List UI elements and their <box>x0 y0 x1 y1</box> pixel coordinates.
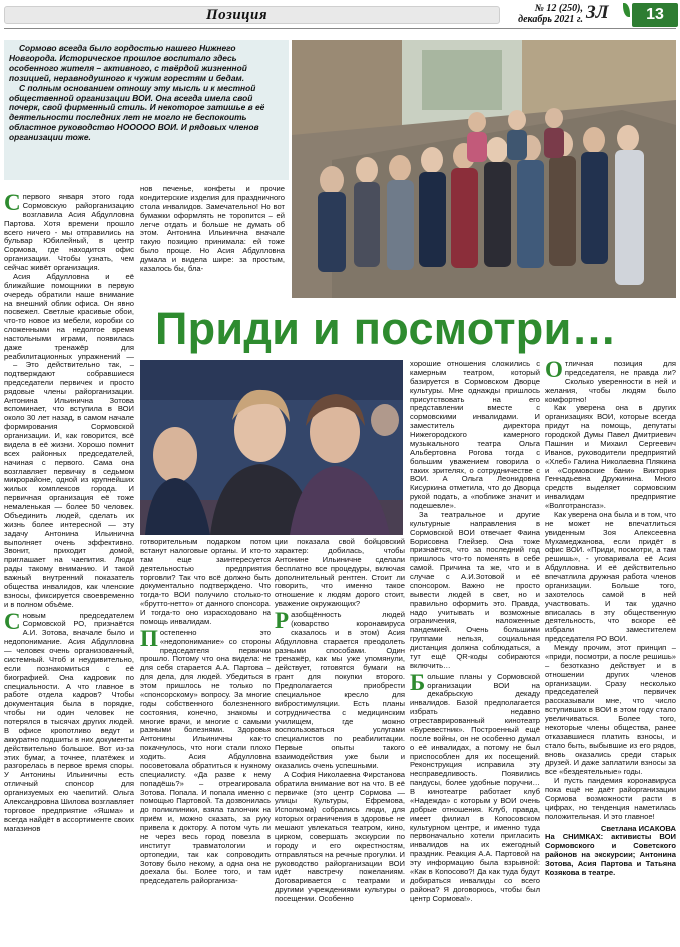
col3-para-3: А София Николаевна Фирстанова обратила внимание вот на что. В её первичке (это центр Сормова — улицы Культуры, Ефремова, Исполкома) собрались люди, для которых ограничения в здоровье не мешают увлекаться театром, кино, цирком, совершать экскурсии по городу и его окрестностям, отправляться на речные прогулки. И руководство райорганизации ВОИ идёт навстречу пожеланиям. Договаривается с театрами и другими учреждениями культуры о посещении. Особенно <box>275 769 405 903</box>
drop-cap: О <box>545 360 563 382</box>
col1-top-para-1 <box>4 193 134 273</box>
col1-top-para-2: Асия Абдулловна и её ближайшие помощники в первую очередь обратили наше внимание на внешний облик офиса. Он явно посвежел. Светлые красивые обои, что-то новое из мебели, коробки со сложенными на недолгое время настольными играми, появилась даже тренажёр для реабилитационных упражнений — <box>4 271 134 361</box>
photo-caption: На СНИМКАХ: активисты ВОИ Сормовского и Советского районов на экскурсии; Антонина Зотова, Асия Партова и Татьяна Козякова в театре. <box>545 832 676 877</box>
issue-date: декабрь 2021 г. <box>518 13 583 25</box>
col5-para-4: Между прочим, этот принцип – «приди, посмотри, а после решишь» – безотказно действует и в отношении других членов организации. Сразу несколько председателей первичек рассказывали мне, что число вступивших в ВОИ в этом году стало увеличиваться. Более того, некоторые члены общества, ранее отказавшиеся платить взносы, и стало быть, выбывшие из его рядов, вновь оказались среди старых друзей. И даже заплатили взносы за все «бездеятельные» годы. <box>545 643 676 777</box>
lead-text-2: С полным основанием отношу эту мысль и к местной общественной организации ВОИ. Она всегда имела свой почерк, свой фирменный стиль. И некоторое затишье в её деятельности последних лет не могло не беспокоить областное руководство НООООО ВОИ. И рядовых членов организации тоже. <box>9 82 265 143</box>
col3-text-2: азобщённость людей (коварство коронавируса сказалось и в этом) Асия Абдулловна старается преодолеть разными способами. Один тренажёр, как мы уже упомянули, действует, готовятся бумаги на грант для покупки второго. Предполагается приобрести специальное кресло для вибростимуляции. Есть планы сотрудничества с медицинским училищем, где можно воспользоваться услугами специалистов по реабилитации. Первые опыты такого взаимодействия уже были и оказались очень успешными. <box>275 610 405 770</box>
portrait-photo <box>140 360 403 535</box>
col4-para-1: хорошие отношения сложились с камерным театром, который базируется в Сормовском Дворце культуры. Мне однажды пришлось присутствовать на его представлении вместе с сормовскими инвалидами. И заместитель директора Нижегородского камерного музыкального театра Ольга Альбертовна Рогова тогда с большим уважением говорила о таких зрителях, о сотрудничестве с ВОИ. А Ольга Леонидовна Кисуркина отметила, что до Дворца рукой подать, а «поближе значит и подешевле». <box>410 360 540 510</box>
lead-text-1: Сормово всегда было гордостью нашего Нижнего Новгорода. Историческое прошлое воспитало здесь особенного жителя – активного, с твёрдой жизненной позицией, неравнодушного к чужим горестям и бедам. <box>9 43 247 83</box>
col2-top-text: нов печенье, конфеты и прочие кондитерские изделия для праздничного стола инвалидов. Замечательно! Но вот бумажки оформлять не торопится – ей легче отдать и больше не думать об этом. Антонина Ильинична вначале такую позицию принимала: ей тоже было проще. Но Асия Абдулловна думала и видела шире: за простым, казалось бы, бла- <box>140 185 285 273</box>
column-3 <box>275 538 405 943</box>
leaf-icon <box>623 3 630 17</box>
col1-top-text-1: первого января этого года Сормовскую райорганизацию возглавила Асия Абдулловна Партова. Хотя времени прошло всего ничего - мы отправились на бульвар Юбилейный, в центр Сормова, где находится офис организации. Чтобы узнать, чем сейчас живёт организация. <box>4 193 134 272</box>
col5-para-5: И пусть пандемия коронавируса пока ещё не даёт райорганизации Сормова возможности расти в цифрах, но тенденция наметилась положительная. И это главное! <box>545 776 676 821</box>
col4-para-2: За театральное и другие культурные направления в Сормовской ВОИ отвечает Фаина Борисовна Глейзер. Она тоже признаётся, что за последний год пришлось что-то поменять в себе самой. Причина та же, что и в случае с А.И.Зотовой и её спонсором. Важно не просто вывести людей в свет, но и правильно оформить это. Правда, надо учитывать и возможные ограничения, наложенные пандемией. Очень большими группами нельзя, социальная дистанция должна соблюдаться, а тут ещё QR-коды собираются включить… <box>410 509 540 670</box>
drop-cap: Р <box>275 608 290 633</box>
drop-cap: С <box>4 608 21 634</box>
col5-text-1: тличная позиция для председателя, не правда ли? Сколько уверенности в ней и желания, чтобы людям было комфортно! <box>545 360 676 404</box>
col1-para-3: – Это действительно так, – подтверждают собравшиеся председатели первичек и просто рядовые члены райорганизации. Антонина Ильинична Зотова вспоминает, что вступила в ВОИ около 30 лет назад, в самом начале формирования Сормовской организации. И, как говорится, всё видела в её жизни. Хорошо помнит всех районных председателей, начиная с первого. Сама она возглавляет первичку в седьмом микрорайоне, одной из крупнейших жилых комплексов города. И первичная организация её тоже немаленькая — более 50 человек. Объединить людей, сделать их жизнь более интересной — эту задачу Антонина Ильинична выполняет очень эффективно. Звонит, приходит домой, приглашает на чаепития. Люди рады такому вниманию. И такой важный внутренний показатель общества инвалидов, как членские взносы, фиксируется своевременно и в полном объёме. <box>4 361 134 609</box>
page-header <box>0 0 680 34</box>
newspaper-logo: ЗЛ <box>586 2 609 23</box>
col1-para-4 <box>4 608 134 834</box>
column-1-top <box>4 193 134 361</box>
section-title: Позиция <box>206 7 268 23</box>
author-name: Светлана ИСАКОВА <box>600 823 676 833</box>
group-photo <box>292 40 676 298</box>
portrait-photo-illustration <box>140 360 403 535</box>
group-photo-illustration <box>292 40 676 298</box>
col5-para-1 <box>545 360 676 404</box>
drop-cap: П <box>140 625 158 651</box>
article-headline: Приди и посмотри… <box>155 303 617 354</box>
column-1-bottom <box>4 361 134 943</box>
col2-para-2 <box>140 625 271 886</box>
column-5 <box>545 360 676 943</box>
col4-text-3: ольшие планы у Сормовской организации ВОИ на декабрьскую декаду инвалидов. Базой предполагается избрать недавно отреставрированный кинотеатр «Буревестник». Построенный ещё после войны, он не особенно думал о её инвалидах, а потому не был приспособлен для их посещений. Реконструкция исправила эту несправедливость. Появились пандусы, более удобные поручни… В кинотеатре работает клуб «Надежда» с которым у ВОИ очень добрые отношения. Клуб, правда, имеет филиал в Копосовском культурном центре, и именно туда первоначально хотели пригласить инвалидов на их ежегодный праздник. Реакция А.А. Партовой на эту информацию была взрывной: «Как в Копосово?! Да как туда будут добираться инвалиды со всего района? Я договорюсь, чтобы был центр Сормова!». <box>410 671 540 903</box>
col5-para-2: Как уверена она в других организациях ВОИ, которые всегда придут на помощь, депутаты городской Думы Павел Дмитриевич Пашнин и Михаил Сергеевич Иванов, руководители предприятий «Хлеб» Галина Николаевна Плякина и «Сормовские бани» Виктория Геннадьевна Дружинина. Много средств выделяет сормовским инвалидам предприятие «Волготрансгаз». <box>545 403 676 510</box>
col5-para-3: Как уверена она была и в том, что не может не впечатлиться увиденным Зоя Алексеевна Мухамеджанова, если придёт в офис ВОИ. «Приди, посмотри, а там решишь», - уговаривала её Асия Абдулловна. И её действительно впечатлила дружная работа членов организации. Больше того, захотелось самой в ней участвовать. И так удачно вписалась в эту общественную деятельность, что вскоре её избрали заместителем председателя РО ВОИ. <box>545 509 676 644</box>
column-4 <box>410 360 540 943</box>
col3-para-1: ции показала свой бойцовский характер: добилась, чтобы Антонине Ильиничне сделали бесплатно все процедуры, включая дополнительный рентген. Стоит ли говорить, что именно такое отношение к людям дорого стоит, уважение окружающих? <box>275 538 405 609</box>
issue-number: № 12 (250), <box>534 3 583 14</box>
drop-cap: Б <box>410 669 426 695</box>
col3-para-2 <box>275 608 405 771</box>
issue-info <box>505 4 583 25</box>
drop-cap: С <box>4 193 21 215</box>
header-divider <box>4 28 676 29</box>
column-2-top <box>140 185 285 298</box>
col4-para-3 <box>410 669 540 904</box>
col2-para-1: готворительным подарком потом встанут налоговые органы. И кто-то там еще заинтересуется деятельностью предприятия торговли? Так что всё должно быть документально подтверждено. Что тогда-то ВОИ получило столько-то «брутто-нетто» от данного спонсора. И тогда-то оно израсходовано на помощь инвалидам. <box>140 538 271 626</box>
page-number: 13 <box>632 3 678 27</box>
lead-paragraph-box <box>4 40 289 180</box>
col1-text-4: новым председателем Сормовской РО, признаётся А.И. Зотова, вначале было и недопонимание. Асия Абдулловна — человек очень организованный, системный. Чтоб и неудивительно, если познакомиться с её биографией. Она кадровик по специальности. А что главное в работе отдела кадров? Чтобы документация была в порядке, чтобы ни один человек не потерялся в тысячах других людей. В офисе кропотливо ведут и аккуратно подшиты в них документы действительно большое. Вот из-за этих бумаг, а точнее, платёжек и разгорелась в первое время споры. У Антонины Ильиничны есть отличный спонсор для организуемых ею чаепитий. Ольга Александровна Шилова возглавляет торговое предприятие «Яшма» и всегда найдёт в ассортименте своих магазинов <box>4 610 134 833</box>
col2-text-2: остепенно это «недопонимание» со стороны председателя первички прошло. Потому что она видела: не для себя старается А.А. Партова – для дела, для людей. Убедиться в этом пришлось не только по «спонсорскому» вопросу. За многие годы собственного болезненного состояния, конечно, знакомы и многие врачи, и многие с самыми разными болезнями. Здоровья Антонины Ильиничны как-то покачнулось, что ноги стали плохо ходить. Асия Абдулловна посоветовала обратиться к нужному специалисту. «Да разве к нему попадёшь?» – отреагировала Зотова. Попала. И попала именно с помощью Партовой. Та дозвонилась до поликлиники, взяла талончик на приём и, можно сказать, за руку привела к доктору. А потом чуть ли не через весь город повезла в институт травматологии и ортопедии, так как сопроводить Зотову было некому, а одна она не доехала бы. Более того, и там председатель райорганиза- <box>140 627 271 886</box>
column-2-bottom <box>140 538 271 943</box>
